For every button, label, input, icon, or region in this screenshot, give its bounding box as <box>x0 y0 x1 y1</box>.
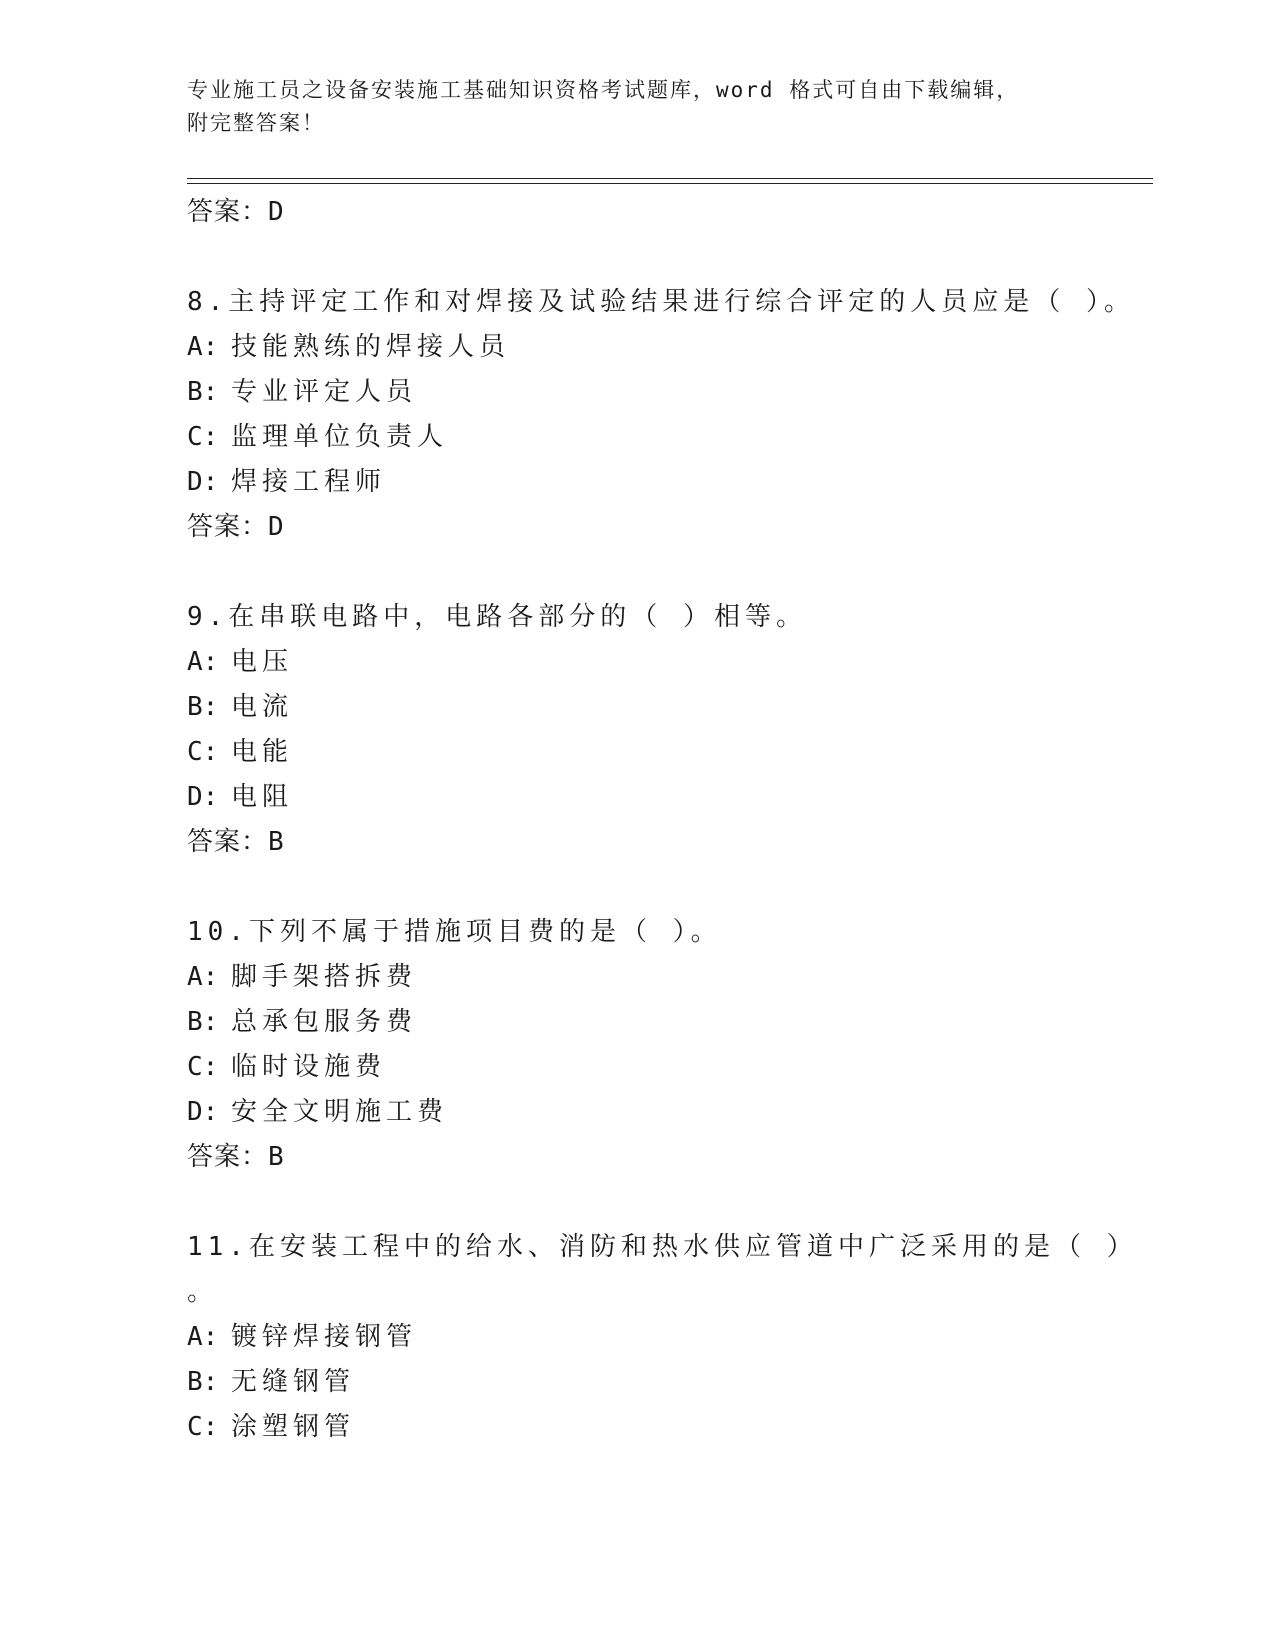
document-header <box>187 74 1087 140</box>
answer-option <box>187 415 1147 460</box>
option-text: 焊接工程师 <box>231 467 387 497</box>
option-text: 电能 <box>231 737 294 767</box>
answer-option <box>187 325 1147 370</box>
option-text: 总承包服务费 <box>231 1007 418 1037</box>
option-text: 安全文明施工费 <box>231 1097 449 1127</box>
option-text: 电压 <box>231 647 294 677</box>
option-letter: C: <box>187 737 219 767</box>
question-stem-text: 8.主持评定工作和对焊接及试验结果进行综合评定的人员应是（ ）。 <box>187 287 1135 317</box>
spacer <box>187 235 1147 280</box>
header-divider-bottom <box>187 183 1153 184</box>
spacer <box>187 1180 1147 1225</box>
answer-option <box>187 955 1147 1000</box>
option-letter: B: <box>187 1367 219 1397</box>
option-letter: C: <box>187 1412 219 1442</box>
answer-option <box>187 685 1147 730</box>
question-stem-text: 11.在安装工程中的给水、消防和热水供应管道中广泛采用的是（ ） <box>187 1232 1138 1262</box>
option-text: 脚手架搭拆费 <box>231 962 418 992</box>
answer-option <box>187 1090 1147 1135</box>
header-line-2: 附完整答案！ <box>187 111 325 135</box>
header-divider-top <box>187 178 1153 179</box>
answer-option <box>187 460 1147 505</box>
question-stem <box>187 595 1147 640</box>
option-letter: B: <box>187 1007 219 1037</box>
question-stem-continuation: 。 <box>187 1277 219 1307</box>
answer-option <box>187 775 1147 820</box>
answer-line: 答案：B <box>187 1142 285 1172</box>
option-text: 专业评定人员 <box>231 377 418 407</box>
answer-line: 答案：B <box>187 827 285 857</box>
answer-option <box>187 1360 1147 1405</box>
option-letter: A: <box>187 1322 219 1352</box>
answer-option <box>187 730 1147 775</box>
option-letter: D: <box>187 467 219 497</box>
option-letter: A: <box>187 332 219 362</box>
option-letter: A: <box>187 647 219 677</box>
option-text: 监理单位负责人 <box>231 422 449 452</box>
question-stem <box>187 910 1147 955</box>
question-block <box>187 280 1147 595</box>
question-list <box>187 190 1147 1450</box>
answer-line: 答案：D <box>187 512 285 542</box>
option-letter: C: <box>187 1052 219 1082</box>
question-stem-text: 10.下列不属于措施项目费的是（ ）。 <box>187 917 722 947</box>
question-stem-text: 9.在串联电路中，电路各部分的（ ）相等。 <box>187 602 807 632</box>
spacer <box>187 550 1147 595</box>
answer-option <box>187 1045 1147 1090</box>
answer-option <box>187 640 1147 685</box>
question-block <box>187 910 1147 1225</box>
option-text: 涂塑钢管 <box>231 1412 356 1442</box>
question-block <box>187 1225 1147 1450</box>
option-letter: D: <box>187 1097 219 1127</box>
option-text: 电阻 <box>231 782 294 812</box>
question-stem <box>187 280 1147 325</box>
answer-option <box>187 1000 1147 1045</box>
option-text: 电流 <box>231 692 294 722</box>
answer-option <box>187 1315 1147 1360</box>
option-text: 无缝钢管 <box>231 1367 356 1397</box>
option-letter: A: <box>187 962 219 992</box>
option-letter: C: <box>187 422 219 452</box>
option-text: 技能熟练的焊接人员 <box>231 332 511 362</box>
spacer <box>187 865 1147 910</box>
answer-option <box>187 370 1147 415</box>
question-block <box>187 595 1147 910</box>
option-text: 镀锌焊接钢管 <box>231 1322 418 1352</box>
option-letter: B: <box>187 692 219 722</box>
answer-option <box>187 1405 1147 1450</box>
header-line-1: 专业施工员之设备安装施工基础知识资格考试题库，word 格式可自由下载编辑， <box>187 78 1020 102</box>
option-text: 临时设施费 <box>231 1052 387 1082</box>
answer-line: 答案：D <box>187 197 285 227</box>
option-letter: D: <box>187 782 219 812</box>
option-letter: B: <box>187 377 219 407</box>
question-stem <box>187 1225 1147 1315</box>
